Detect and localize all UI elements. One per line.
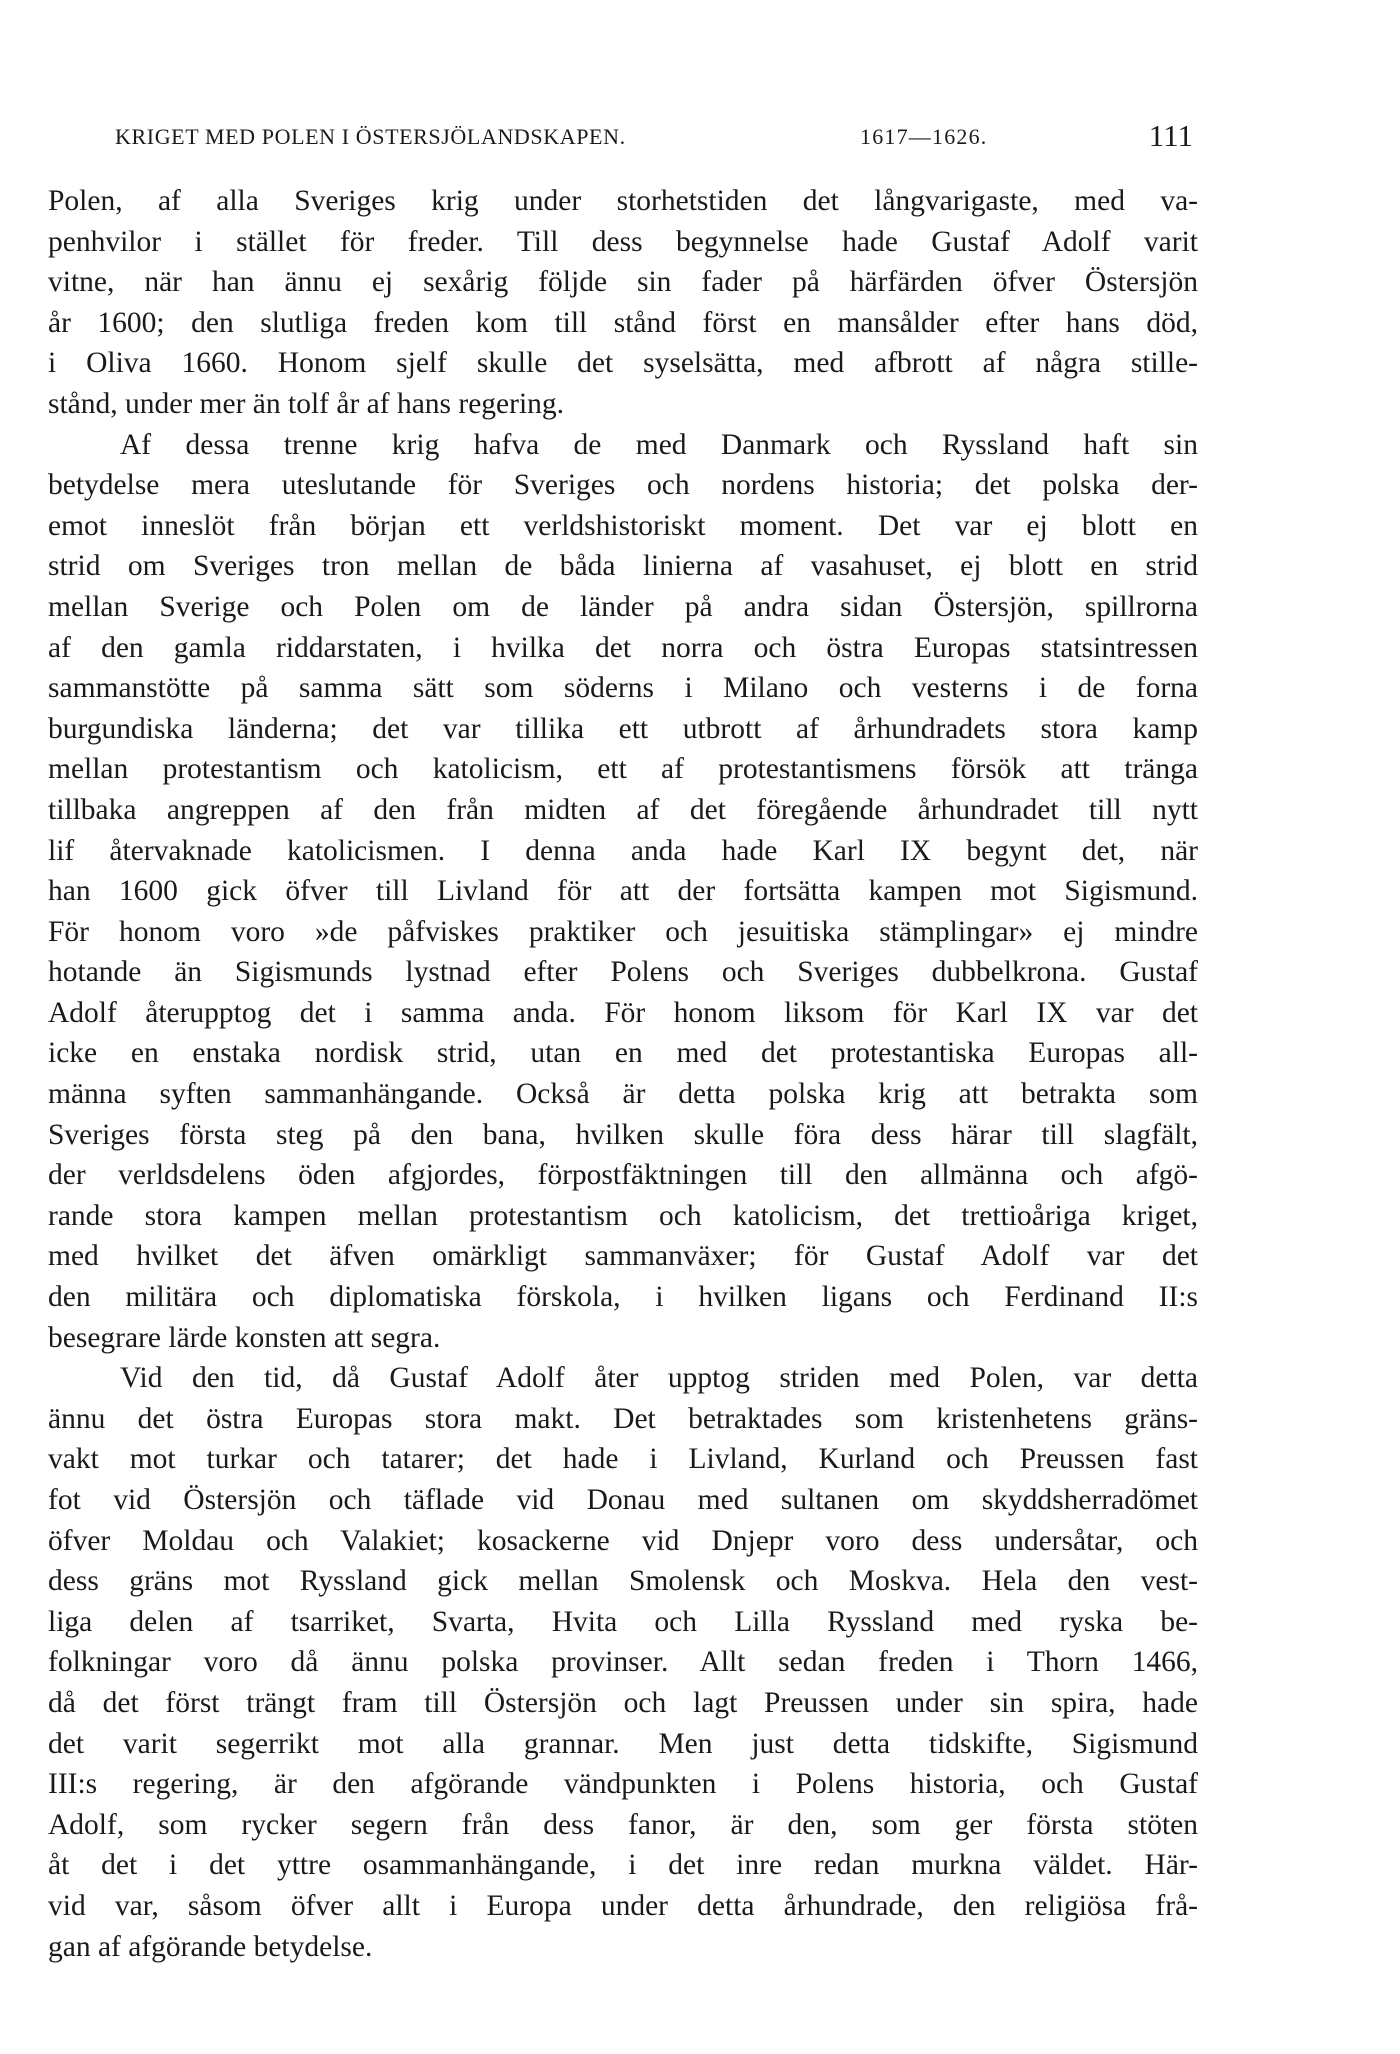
text-line: gan af afgörande betydelse. [48,1930,373,1963]
text-line: med hvilket det äfven omärkligt sammanväxer; för Gustaf Adolf var det [48,1240,1198,1273]
text-line: liga delen af tsarriket, Svarta, Hvita och Lilla Ryssland med ryska be- [48,1605,1198,1638]
text-line: år 1600; den slutliga freden kom till stånd först en mansålder efter hans död, [48,306,1198,339]
text-line: sammanstötte på samma sätt som söderns i Milano och vesterns i de forna [48,672,1198,705]
text-line: vakt mot turkar och tatarer; det hade i Livland, Kurland och Preussen fast [48,1443,1198,1476]
text-line: Adolf återupptog det i samma anda. För honom liksom för Karl IX var det [48,996,1198,1029]
text-line: mellan Sverige och Polen om de länder på andra sidan Östersjön, spillrorna [48,590,1198,623]
text-line: öfver Moldau och Valakiet; kosackerne vid Dnjepr voro dess undersåtar, och [48,1524,1198,1557]
text-line: den militära och diplomatiska förskola, i hvilken ligans och Ferdinand II:s [48,1281,1198,1314]
text-line: tillbaka angreppen af den från midten af det föregående århundradet till nytt [48,793,1198,826]
text-line: fot vid Östersjön och täflade vid Donau med sultanen om skyddsherradömet [48,1484,1198,1516]
text-line: Af dessa trenne krig hafva de med Danmark och Ryssland haft sin [120,428,1198,461]
text-line: icke en enstaka nordisk strid, utan en med det protestantiska Europas all- [48,1037,1198,1070]
page-number: 111 [1148,118,1193,153]
running-head-years: 1617—1626. [860,124,988,149]
text-line: III:s regering, är den afgörande vändpunkten i Polens historia, och Gustaf [48,1768,1198,1801]
text-line: rande stora kampen mellan protestantism och katolicism, det trettioåriga kriget, [48,1199,1198,1232]
text-line: ännu det östra Europas stora makt. Det betraktades som kristenhetens gräns- [48,1402,1198,1435]
text-line: Polen, af alla Sveriges krig under storhetstiden det långvarigaste, med va- [48,185,1198,217]
text-line: stånd, under mer än tolf år af hans regering. [48,387,565,420]
text-line: mellan protestantism och katolicism, ett af protestantismens försök att tränga [48,753,1198,786]
text-line: åt det i det yttre osammanhängande, i det inre redan murkna väldet. Här- [48,1849,1198,1882]
text-line: betydelse mera uteslutande för Sveriges och nordens historia; det polska der- [48,469,1198,502]
text-line: Adolf, som rycker segern från dess fanor, är den, som ger första stöten [48,1808,1198,1841]
text-line: då det först trängt fram till Östersjön och lagt Preussen under sin spira, hade [48,1686,1198,1719]
text-line: Vid den tid, då Gustaf Adolf åter upptog striden med Polen, var detta [120,1362,1198,1395]
text-line: besegrare lärde konsten att segra. [48,1321,441,1354]
body-text [48,181,1198,1967]
text-line: Sveriges första steg på den bana, hvilken skulle föra dess härar till slagfält, [48,1118,1198,1151]
text-line: dess gräns mot Ryssland gick mellan Smolensk och Moskva. Hela den vest- [48,1565,1198,1598]
text-line: männa syften sammanhängande. Också är detta polska krig att betrakta som [48,1078,1198,1111]
text-line: det varit segerrikt mot alla grannar. Men just detta tidskifte, Sigismund [48,1727,1198,1760]
text-line: der verldsdelens öden afgjordes, förpostfäktningen till den allmänna och afgö- [48,1159,1198,1192]
text-line: emot inneslöt från början ett verldshistoriskt moment. Det var ej blott en [48,509,1198,542]
text-line: vid var, såsom öfver allt i Europa under detta århundrade, den religiösa frå- [48,1889,1198,1922]
text-line: folkningar voro då ännu polska provinser. Allt sedan freden i Thorn 1466, [48,1646,1198,1679]
text-line: hotande än Sigismunds lystnad efter Polens och Sveriges dubbelkrona. Gustaf [48,956,1198,989]
text-line: han 1600 gick öfver till Livland för att der fortsätta kampen mot Sigismund. [48,875,1198,908]
text-line: strid om Sveriges tron mellan de båda linierna af vasahuset, ej blott en strid [48,550,1198,583]
text-line: lif återvaknade katolicismen. I denna anda hade Karl IX begynt det, när [48,834,1198,867]
text-line: För honom voro »de påfviskes praktiker och jesuitiska stämplingar» ej mindre [48,915,1198,948]
running-head-title: KRIGET MED POLEN I ÖSTERSJÖLANDSKAPEN. [115,124,626,149]
text-line: burgundiska länderna; det var tillika ett utbrott af århundradets stora kamp [48,712,1198,745]
text-line: i Oliva 1660. Honom sjelf skulle det syselsätta, med afbrott af några stille- [48,347,1198,380]
running-head [115,118,1193,162]
text-line: af den gamla riddarstaten, i hvilka det norra och östra Europas statsintressen [48,631,1198,664]
text-line: vitne, när han ännu ej sexårig följde sin fader på härfärden öfver Östersjön [48,266,1198,299]
text-line: penhvilor i stället för freder. Till dess begynnelse hade Gustaf Adolf varit [48,225,1198,258]
